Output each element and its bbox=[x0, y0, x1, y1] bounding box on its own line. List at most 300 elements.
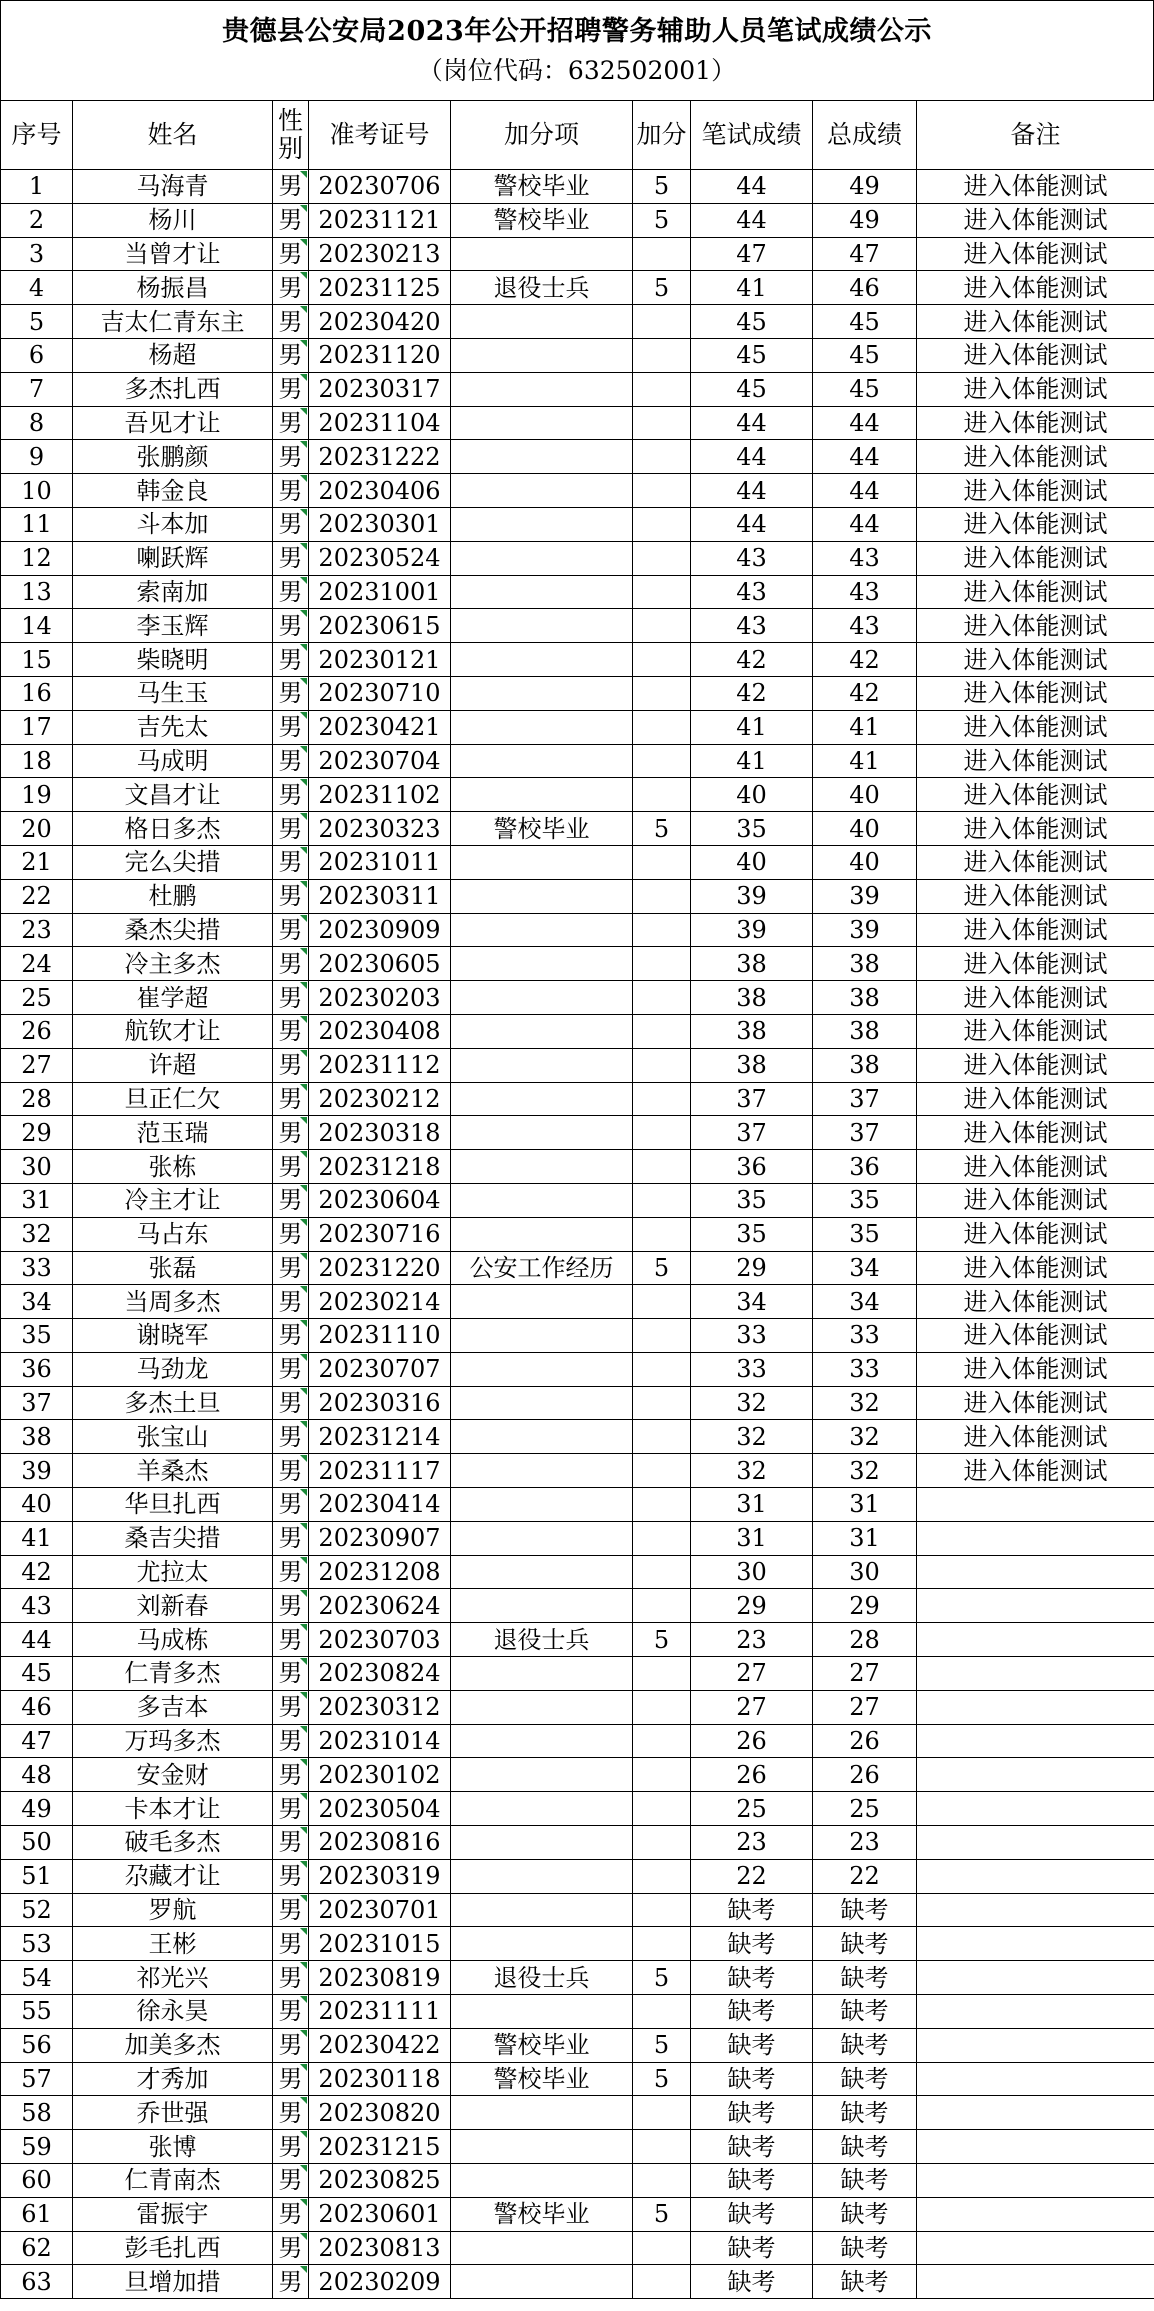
cell-exam-no: 20230420 bbox=[309, 305, 451, 339]
table-row bbox=[1, 1657, 1154, 1691]
cell-remark: 进入体能测试 bbox=[917, 1251, 1154, 1285]
header-gender: 性别 bbox=[273, 101, 309, 170]
cell-name: 杨超 bbox=[73, 338, 273, 372]
cell-name: 张磊 bbox=[73, 1251, 273, 1285]
cell-name: 喇跃辉 bbox=[73, 541, 273, 575]
cell-remark bbox=[917, 1893, 1154, 1927]
cell-gender: 男 bbox=[273, 1724, 309, 1758]
cell-total: 37 bbox=[813, 1082, 917, 1116]
cell-total: 46 bbox=[813, 271, 917, 305]
cell-exam-no: 20231011 bbox=[309, 845, 451, 879]
cell-written: 33 bbox=[691, 1319, 813, 1353]
cell-total: 44 bbox=[813, 507, 917, 541]
cell-seq: 55 bbox=[1, 1995, 73, 2029]
cell-written: 41 bbox=[691, 710, 813, 744]
cell-name: 吾见才让 bbox=[73, 406, 273, 440]
cell-written: 44 bbox=[691, 440, 813, 474]
cell-bonus-item bbox=[451, 643, 633, 677]
cell-gender: 男 bbox=[273, 338, 309, 372]
cell-bonus-item bbox=[451, 507, 633, 541]
cell-remark: 进入体能测试 bbox=[917, 1048, 1154, 1082]
cell-remark: 进入体能测试 bbox=[917, 474, 1154, 508]
cell-bonus-item bbox=[451, 845, 633, 879]
cell-gender: 男 bbox=[273, 203, 309, 237]
cell-name: 许超 bbox=[73, 1048, 273, 1082]
cell-name: 完么尖措 bbox=[73, 845, 273, 879]
cell-bonus bbox=[633, 1927, 691, 1961]
cell-name: 航钦才让 bbox=[73, 1014, 273, 1048]
table-row bbox=[1, 947, 1154, 981]
cell-remark: 进入体能测试 bbox=[917, 879, 1154, 913]
table-row bbox=[1, 643, 1154, 677]
cell-bonus bbox=[633, 2096, 691, 2130]
cell-seq: 53 bbox=[1, 1927, 73, 1961]
cell-gender: 男 bbox=[273, 507, 309, 541]
cell-total: 缺考 bbox=[813, 2231, 917, 2265]
cell-remark: 进入体能测试 bbox=[917, 710, 1154, 744]
cell-written: 缺考 bbox=[691, 2028, 813, 2062]
cell-bonus bbox=[633, 1082, 691, 1116]
cell-written: 23 bbox=[691, 1623, 813, 1657]
cell-seq: 16 bbox=[1, 676, 73, 710]
cell-remark: 进入体能测试 bbox=[917, 575, 1154, 609]
table-row bbox=[1, 1488, 1154, 1522]
cell-remark: 进入体能测试 bbox=[917, 237, 1154, 271]
cell-remark bbox=[917, 1657, 1154, 1691]
table-row bbox=[1, 812, 1154, 846]
cell-seq: 11 bbox=[1, 507, 73, 541]
cell-remark bbox=[917, 2062, 1154, 2096]
cell-exam-no: 20230213 bbox=[309, 237, 451, 271]
cell-gender: 男 bbox=[273, 440, 309, 474]
cell-seq: 13 bbox=[1, 575, 73, 609]
cell-name: 格日多杰 bbox=[73, 812, 273, 846]
table-row bbox=[1, 1589, 1154, 1623]
cell-total: 缺考 bbox=[813, 1893, 917, 1927]
cell-written: 44 bbox=[691, 507, 813, 541]
cell-exam-no: 20230421 bbox=[309, 710, 451, 744]
cell-bonus-item bbox=[451, 1724, 633, 1758]
cell-name: 张栋 bbox=[73, 1150, 273, 1184]
cell-gender: 男 bbox=[273, 1285, 309, 1319]
cell-seq: 51 bbox=[1, 1859, 73, 1893]
cell-seq: 5 bbox=[1, 305, 73, 339]
cell-seq: 22 bbox=[1, 879, 73, 913]
cell-gender: 男 bbox=[273, 1995, 309, 2029]
cell-remark bbox=[917, 2096, 1154, 2130]
cell-exam-no: 20230816 bbox=[309, 1826, 451, 1860]
cell-name: 卡本才让 bbox=[73, 1792, 273, 1826]
cell-total: 37 bbox=[813, 1116, 917, 1150]
cell-name: 张博 bbox=[73, 2130, 273, 2164]
cell-gender: 男 bbox=[273, 676, 309, 710]
cell-bonus bbox=[633, 237, 691, 271]
cell-total: 43 bbox=[813, 609, 917, 643]
cell-seq: 24 bbox=[1, 947, 73, 981]
cell-name: 崔学超 bbox=[73, 981, 273, 1015]
cell-seq: 39 bbox=[1, 1454, 73, 1488]
cell-gender: 男 bbox=[273, 1048, 309, 1082]
cell-gender: 男 bbox=[273, 2164, 309, 2198]
table-row bbox=[1, 541, 1154, 575]
cell-bonus bbox=[633, 744, 691, 778]
table-row bbox=[1, 1048, 1154, 1082]
score-table bbox=[0, 100, 1154, 2299]
cell-bonus-item bbox=[451, 1488, 633, 1522]
cell-name: 仁青南杰 bbox=[73, 2164, 273, 2198]
cell-written: 36 bbox=[691, 1150, 813, 1184]
cell-exam-no: 20230824 bbox=[309, 1657, 451, 1691]
cell-total: 44 bbox=[813, 440, 917, 474]
cell-bonus-item bbox=[451, 947, 633, 981]
cell-bonus bbox=[633, 406, 691, 440]
cell-exam-no: 20231220 bbox=[309, 1251, 451, 1285]
cell-name: 桑杰尖措 bbox=[73, 913, 273, 947]
cell-bonus-item bbox=[451, 1995, 633, 2029]
cell-name: 多吉本 bbox=[73, 1690, 273, 1724]
table-row bbox=[1, 237, 1154, 271]
cell-bonus-item: 警校毕业 bbox=[451, 2062, 633, 2096]
header-name: 姓名 bbox=[73, 101, 273, 170]
cell-exam-no: 20230605 bbox=[309, 947, 451, 981]
table-row bbox=[1, 913, 1154, 947]
cell-total: 38 bbox=[813, 1014, 917, 1048]
cell-name: 才秀加 bbox=[73, 2062, 273, 2096]
cell-remark: 进入体能测试 bbox=[917, 643, 1154, 677]
cell-exam-no: 20230907 bbox=[309, 1521, 451, 1555]
cell-name: 旦正仁欠 bbox=[73, 1082, 273, 1116]
cell-written: 37 bbox=[691, 1116, 813, 1150]
table-row bbox=[1, 845, 1154, 879]
cell-gender: 男 bbox=[273, 1386, 309, 1420]
cell-bonus bbox=[633, 1589, 691, 1623]
cell-remark: 进入体能测试 bbox=[917, 1352, 1154, 1386]
cell-remark: 进入体能测试 bbox=[917, 1217, 1154, 1251]
cell-gender: 男 bbox=[273, 1690, 309, 1724]
cell-bonus: 5 bbox=[633, 1623, 691, 1657]
cell-bonus bbox=[633, 947, 691, 981]
cell-bonus-item bbox=[451, 1352, 633, 1386]
cell-gender: 男 bbox=[273, 1251, 309, 1285]
cell-total: 缺考 bbox=[813, 2265, 917, 2299]
cell-gender: 男 bbox=[273, 1623, 309, 1657]
cell-bonus-item bbox=[451, 1048, 633, 1082]
cell-total: 缺考 bbox=[813, 2130, 917, 2164]
cell-total: 40 bbox=[813, 845, 917, 879]
cell-seq: 61 bbox=[1, 2197, 73, 2231]
cell-name: 韩金良 bbox=[73, 474, 273, 508]
table-row bbox=[1, 1961, 1154, 1995]
cell-bonus-item bbox=[451, 2164, 633, 2198]
cell-name: 当曾才让 bbox=[73, 237, 273, 271]
cell-seq: 32 bbox=[1, 1217, 73, 1251]
cell-name: 多杰扎西 bbox=[73, 372, 273, 406]
cell-remark bbox=[917, 1995, 1154, 2029]
cell-written: 缺考 bbox=[691, 2164, 813, 2198]
cell-name: 尤拉太 bbox=[73, 1555, 273, 1589]
cell-seq: 28 bbox=[1, 1082, 73, 1116]
cell-bonus-item bbox=[451, 1116, 633, 1150]
cell-gender: 男 bbox=[273, 305, 309, 339]
cell-bonus bbox=[633, 1826, 691, 1860]
cell-name: 罗航 bbox=[73, 1893, 273, 1927]
cell-bonus-item bbox=[451, 1319, 633, 1353]
cell-written: 35 bbox=[691, 1183, 813, 1217]
cell-gender: 男 bbox=[273, 710, 309, 744]
cell-bonus bbox=[633, 913, 691, 947]
cell-seq: 54 bbox=[1, 1961, 73, 1995]
cell-remark: 进入体能测试 bbox=[917, 406, 1154, 440]
cell-bonus bbox=[633, 1217, 691, 1251]
cell-bonus bbox=[633, 338, 691, 372]
cell-exam-no: 20230813 bbox=[309, 2231, 451, 2265]
cell-exam-no: 20230323 bbox=[309, 812, 451, 846]
cell-exam-no: 20230311 bbox=[309, 879, 451, 913]
cell-bonus-item bbox=[451, 305, 633, 339]
table-row bbox=[1, 203, 1154, 237]
cell-exam-no: 20230704 bbox=[309, 744, 451, 778]
cell-remark bbox=[917, 1589, 1154, 1623]
page-title: 贵德县公安局2023年公开招聘警务辅助人员笔试成绩公示 bbox=[222, 16, 932, 47]
cell-bonus: 5 bbox=[633, 1961, 691, 1995]
cell-remark: 进入体能测试 bbox=[917, 372, 1154, 406]
cell-gender: 男 bbox=[273, 1826, 309, 1860]
cell-bonus: 5 bbox=[633, 170, 691, 204]
table-row bbox=[1, 1420, 1154, 1454]
cell-gender: 男 bbox=[273, 2062, 309, 2096]
cell-gender: 男 bbox=[273, 237, 309, 271]
cell-name: 范玉瑞 bbox=[73, 1116, 273, 1150]
cell-bonus-item bbox=[451, 338, 633, 372]
cell-written: 38 bbox=[691, 1014, 813, 1048]
table-body bbox=[1, 170, 1154, 2299]
cell-written: 缺考 bbox=[691, 2197, 813, 2231]
cell-seq: 18 bbox=[1, 744, 73, 778]
cell-gender: 男 bbox=[273, 575, 309, 609]
cell-name: 李玉辉 bbox=[73, 609, 273, 643]
cell-total: 缺考 bbox=[813, 2028, 917, 2062]
cell-name: 马海青 bbox=[73, 170, 273, 204]
cell-gender: 男 bbox=[273, 1927, 309, 1961]
cell-gender: 男 bbox=[273, 2231, 309, 2265]
cell-total: 缺考 bbox=[813, 1927, 917, 1961]
cell-bonus bbox=[633, 1116, 691, 1150]
cell-remark: 进入体能测试 bbox=[917, 507, 1154, 541]
cell-written: 45 bbox=[691, 305, 813, 339]
cell-exam-no: 20231125 bbox=[309, 271, 451, 305]
cell-bonus: 5 bbox=[633, 2028, 691, 2062]
cell-bonus bbox=[633, 1521, 691, 1555]
cell-gender: 男 bbox=[273, 1589, 309, 1623]
cell-gender: 男 bbox=[273, 1116, 309, 1150]
cell-gender: 男 bbox=[273, 1454, 309, 1488]
cell-total: 30 bbox=[813, 1555, 917, 1589]
cell-remark: 进入体能测试 bbox=[917, 541, 1154, 575]
cell-name: 杨川 bbox=[73, 203, 273, 237]
cell-bonus bbox=[633, 474, 691, 508]
cell-remark: 进入体能测试 bbox=[917, 609, 1154, 643]
cell-bonus-item bbox=[451, 1014, 633, 1048]
cell-bonus-item bbox=[451, 2130, 633, 2164]
cell-bonus-item bbox=[451, 913, 633, 947]
cell-total: 23 bbox=[813, 1826, 917, 1860]
cell-remark bbox=[917, 1488, 1154, 1522]
cell-total: 26 bbox=[813, 1758, 917, 1792]
cell-total: 33 bbox=[813, 1319, 917, 1353]
cell-total: 45 bbox=[813, 338, 917, 372]
cell-remark bbox=[917, 1826, 1154, 1860]
table-row bbox=[1, 879, 1154, 913]
cell-remark bbox=[917, 1792, 1154, 1826]
cell-bonus bbox=[633, 1859, 691, 1893]
cell-gender: 男 bbox=[273, 1183, 309, 1217]
cell-exam-no: 20231104 bbox=[309, 406, 451, 440]
cell-written: 32 bbox=[691, 1386, 813, 1420]
cell-gender: 男 bbox=[273, 913, 309, 947]
cell-name: 乔世强 bbox=[73, 2096, 273, 2130]
cell-total: 缺考 bbox=[813, 2197, 917, 2231]
cell-gender: 男 bbox=[273, 1555, 309, 1589]
cell-bonus bbox=[633, 1792, 691, 1826]
cell-bonus-item bbox=[451, 237, 633, 271]
cell-gender: 男 bbox=[273, 1657, 309, 1691]
table-row bbox=[1, 676, 1154, 710]
cell-written: 35 bbox=[691, 1217, 813, 1251]
cell-remark: 进入体能测试 bbox=[917, 778, 1154, 812]
cell-total: 31 bbox=[813, 1488, 917, 1522]
cell-name: 仁青多杰 bbox=[73, 1657, 273, 1691]
cell-seq: 48 bbox=[1, 1758, 73, 1792]
cell-bonus-item bbox=[451, 406, 633, 440]
cell-total: 29 bbox=[813, 1589, 917, 1623]
cell-seq: 41 bbox=[1, 1521, 73, 1555]
cell-total: 43 bbox=[813, 575, 917, 609]
cell-seq: 57 bbox=[1, 2062, 73, 2096]
cell-written: 39 bbox=[691, 913, 813, 947]
cell-seq: 17 bbox=[1, 710, 73, 744]
cell-written: 42 bbox=[691, 676, 813, 710]
cell-gender: 男 bbox=[273, 1014, 309, 1048]
table-row bbox=[1, 1792, 1154, 1826]
cell-remark bbox=[917, 1961, 1154, 1995]
cell-name: 万玛多杰 bbox=[73, 1724, 273, 1758]
cell-written: 40 bbox=[691, 778, 813, 812]
cell-name: 马占东 bbox=[73, 1217, 273, 1251]
cell-seq: 15 bbox=[1, 643, 73, 677]
cell-bonus-item bbox=[451, 1454, 633, 1488]
header-written: 笔试成绩 bbox=[691, 101, 813, 170]
cell-total: 42 bbox=[813, 676, 917, 710]
cell-name: 文昌才让 bbox=[73, 778, 273, 812]
cell-seq: 3 bbox=[1, 237, 73, 271]
cell-bonus-item bbox=[451, 879, 633, 913]
cell-bonus bbox=[633, 1014, 691, 1048]
cell-total: 26 bbox=[813, 1724, 917, 1758]
cell-bonus-item: 公安工作经历 bbox=[451, 1251, 633, 1285]
cell-name: 祁光兴 bbox=[73, 1961, 273, 1995]
cell-name: 斗本加 bbox=[73, 507, 273, 541]
cell-written: 33 bbox=[691, 1352, 813, 1386]
cell-name: 马生玉 bbox=[73, 676, 273, 710]
cell-remark bbox=[917, 1927, 1154, 1961]
cell-gender: 男 bbox=[273, 1758, 309, 1792]
cell-name: 徐永昊 bbox=[73, 1995, 273, 2029]
cell-exam-no: 20230203 bbox=[309, 981, 451, 1015]
cell-total: 25 bbox=[813, 1792, 917, 1826]
cell-bonus-item bbox=[451, 1285, 633, 1319]
cell-total: 38 bbox=[813, 947, 917, 981]
cell-gender: 男 bbox=[273, 1352, 309, 1386]
cell-remark bbox=[917, 2197, 1154, 2231]
cell-remark bbox=[917, 1521, 1154, 1555]
cell-exam-no: 20230102 bbox=[309, 1758, 451, 1792]
cell-written: 缺考 bbox=[691, 2130, 813, 2164]
cell-bonus-item bbox=[451, 1826, 633, 1860]
cell-name: 杜鹏 bbox=[73, 879, 273, 913]
cell-seq: 56 bbox=[1, 2028, 73, 2062]
cell-gender: 男 bbox=[273, 406, 309, 440]
cell-bonus-item bbox=[451, 575, 633, 609]
cell-bonus bbox=[633, 541, 691, 575]
cell-bonus-item bbox=[451, 1657, 633, 1691]
cell-remark bbox=[917, 1690, 1154, 1724]
cell-bonus-item bbox=[451, 2265, 633, 2299]
cell-written: 45 bbox=[691, 372, 813, 406]
cell-gender: 男 bbox=[273, 2096, 309, 2130]
cell-name: 旦增加措 bbox=[73, 2265, 273, 2299]
cell-bonus-item: 退役士兵 bbox=[451, 1961, 633, 1995]
cell-bonus bbox=[633, 1690, 691, 1724]
cell-exam-no: 20230301 bbox=[309, 507, 451, 541]
cell-seq: 36 bbox=[1, 1352, 73, 1386]
header-total: 总成绩 bbox=[813, 101, 917, 170]
cell-written: 44 bbox=[691, 203, 813, 237]
cell-written: 38 bbox=[691, 1048, 813, 1082]
table-row bbox=[1, 609, 1154, 643]
cell-written: 40 bbox=[691, 845, 813, 879]
cell-bonus-item bbox=[451, 1792, 633, 1826]
cell-gender: 男 bbox=[273, 1082, 309, 1116]
cell-total: 33 bbox=[813, 1352, 917, 1386]
cell-bonus bbox=[633, 1454, 691, 1488]
cell-exam-no: 20230819 bbox=[309, 1961, 451, 1995]
cell-bonus bbox=[633, 676, 691, 710]
cell-total: 缺考 bbox=[813, 1995, 917, 2029]
cell-seq: 40 bbox=[1, 1488, 73, 1522]
cell-exam-no: 20230601 bbox=[309, 2197, 451, 2231]
table-row bbox=[1, 2062, 1154, 2096]
cell-bonus bbox=[633, 372, 691, 406]
cell-bonus bbox=[633, 609, 691, 643]
cell-name: 多杰土旦 bbox=[73, 1386, 273, 1420]
cell-gender: 男 bbox=[273, 474, 309, 508]
cell-name: 谢晓军 bbox=[73, 1319, 273, 1353]
cell-name: 柴晓明 bbox=[73, 643, 273, 677]
cell-written: 26 bbox=[691, 1758, 813, 1792]
cell-written: 38 bbox=[691, 981, 813, 1015]
table-row bbox=[1, 338, 1154, 372]
table-row bbox=[1, 1623, 1154, 1657]
table-row bbox=[1, 1927, 1154, 1961]
cell-exam-no: 20230316 bbox=[309, 1386, 451, 1420]
cell-total: 43 bbox=[813, 541, 917, 575]
cell-bonus-item bbox=[451, 1521, 633, 1555]
cell-seq: 30 bbox=[1, 1150, 73, 1184]
cell-bonus-item bbox=[451, 2231, 633, 2265]
cell-gender: 男 bbox=[273, 271, 309, 305]
cell-exam-no: 20230408 bbox=[309, 1014, 451, 1048]
cell-remark: 进入体能测试 bbox=[917, 947, 1154, 981]
